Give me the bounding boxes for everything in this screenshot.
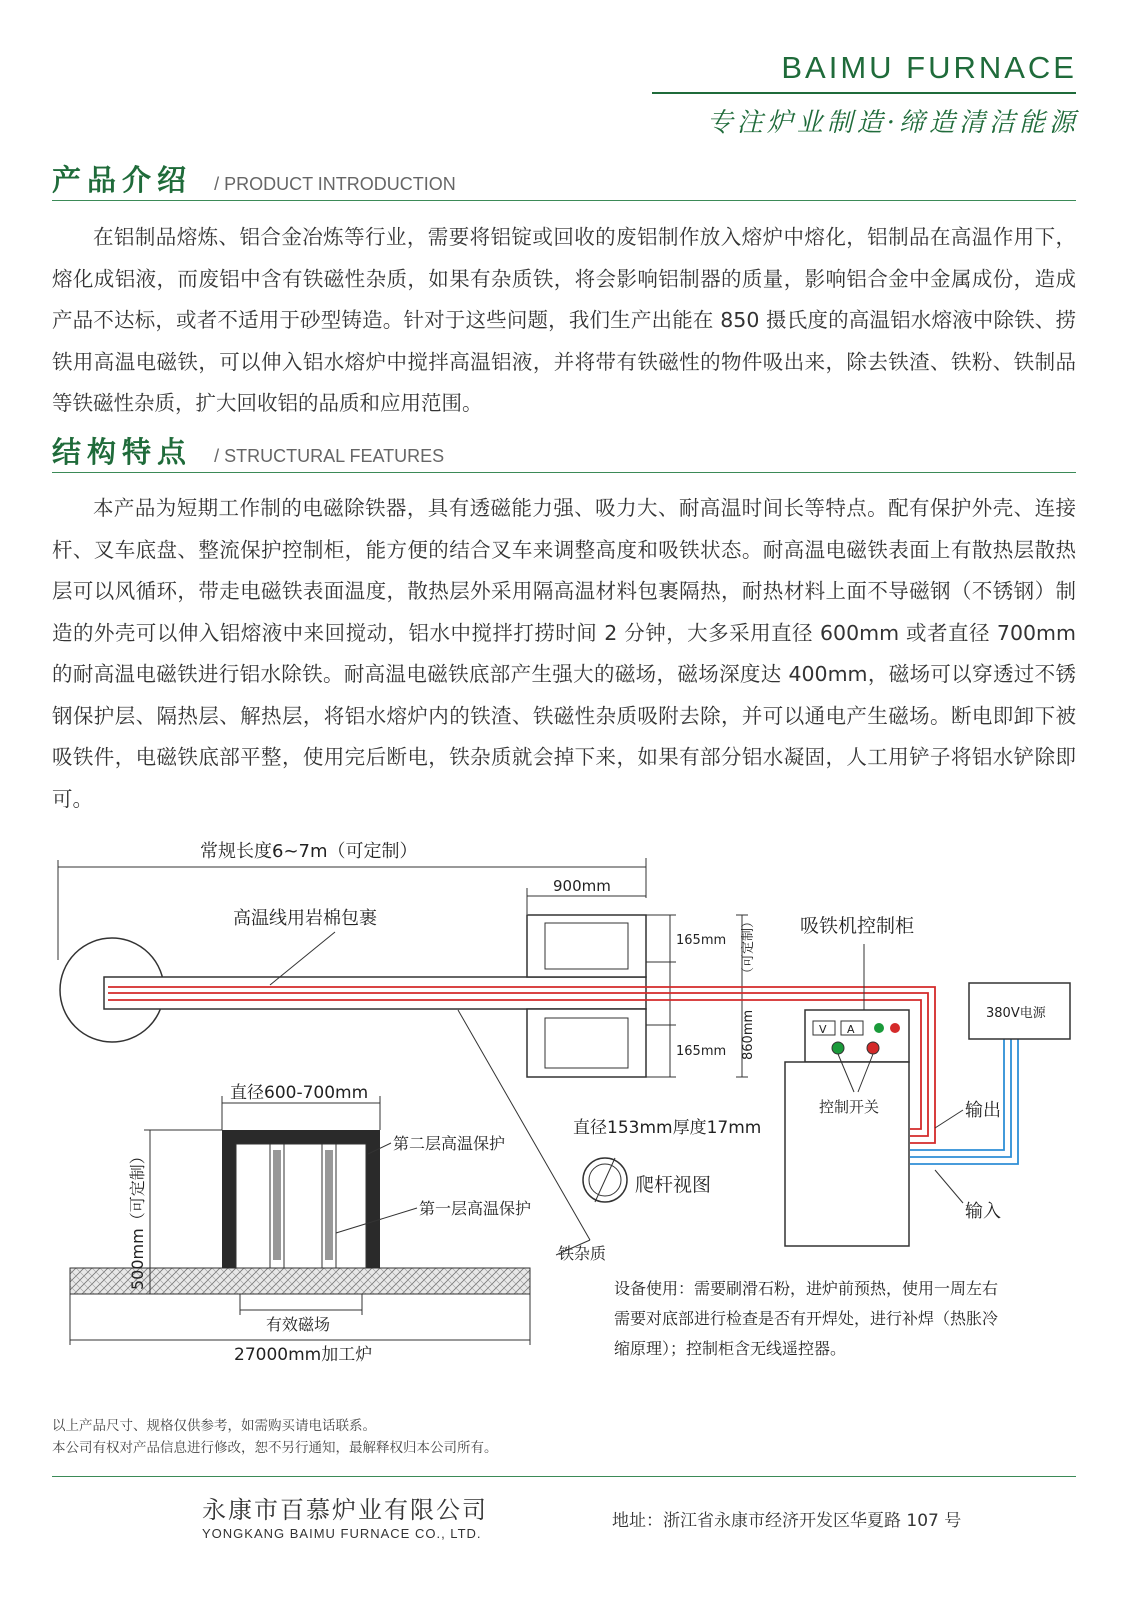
effective-field-label: 有效磁场 <box>266 1315 331 1334</box>
footer-notes <box>52 1415 498 1459</box>
section-title-intro <box>52 158 456 199</box>
height-label: 500mm（可定制） <box>128 1148 147 1290</box>
section-divider-intro <box>52 200 1076 201</box>
section-title-intro-en: / PRODUCT INTRODUCTION <box>214 174 456 194</box>
section-title-features-en: / STRUCTURAL FEATURES <box>214 446 445 466</box>
height-dimensions <box>646 915 756 1077</box>
brand-name: BAIMU FURNACE <box>781 50 1077 85</box>
layer1-label: 第一层高温保护 <box>419 1199 532 1218</box>
cable-label: 高温线用岩棉包裹 <box>233 908 377 929</box>
meter-v: V <box>819 1023 827 1036</box>
rod-spec-label: 直径153mm厚度17mm <box>573 1118 762 1138</box>
output-label: 输出 <box>965 1100 1001 1121</box>
intro-paragraph-block <box>52 217 1076 425</box>
dim-customizable-label: （可定制） <box>741 914 756 980</box>
dim-860-label: 860mm <box>741 1009 756 1060</box>
iron-label: 铁杂质 <box>558 1244 607 1263</box>
section-divider-features <box>52 472 1076 473</box>
usage-line-2: 需要对底部进行检查是否有开焊处，进行补焊（热胀冷 <box>614 1309 999 1328</box>
intro-paragraph: 在铝制品熔炼、铝合金冶炼等行业，需要将铝锭或回收的废铝制作放入熔炉中熔化，铝制品在高温作用下，熔化成铝液，而废铝中含有铁磁性杂质，如果有杂质铁，将会影响铝制器的质量，影响铝合金中金属成份，造成产品不达标，或者不适用于砂型铸造。针对于这些问题，我们生产出能在 850 摄氏度的高温铝水熔液中除铁、捞铁用高温电磁铁，可以伸入铝水熔炉中搅拌高温铝液，并将带有铁磁性的物件吸出来，除去铁渣、铁粉、铁制品等铁磁性杂质，扩大回收铝的品质和应用范围。 <box>52 225 1076 415</box>
control-switch-label: 控制开关 <box>819 1098 880 1116</box>
section-title-intro-cn: 产品介绍 <box>52 163 193 197</box>
dim-165-top: 165mm <box>676 933 727 948</box>
usage-line-1: 设备使用：需要刷滑石粉，进炉前预热，使用一周左右 <box>614 1279 999 1298</box>
width-900-label: 900mm <box>553 877 611 895</box>
footer-note-2: 本公司有权对产品信息进行修改，恕不另行通知，最解释权归本公司所有。 <box>52 1440 498 1456</box>
output-leader <box>935 1110 963 1128</box>
control-cabinet <box>785 1010 909 1246</box>
input-label: 输入 <box>965 1201 1001 1222</box>
dim-165-bottom: 165mm <box>676 1044 727 1059</box>
rod-view-label: 爬杆视图 <box>635 1174 712 1196</box>
width-dimension <box>527 877 646 914</box>
electromagnet-diagram <box>0 840 1131 1380</box>
meter-a: A <box>847 1023 855 1036</box>
power-label: 380V电源 <box>986 1006 1046 1021</box>
furnace-label: 27000mm加工炉 <box>234 1345 373 1365</box>
features-paragraph: 本产品为短期工作制的电磁除铁器，具有透磁能力强、吸力大、耐高温时间长等特点。配有保护外壳、连接杆、叉车底盘、整流保护控制柜，能方便的结合叉车来调整高度和吸铁状态。耐高温电磁铁表面上有散热层散热层可以风循环，带走电磁铁表面温度，散热层外采用隔高温材料包裹隔热，耐热材料上面不导磁钢（不锈钢）制造的外壳可以伸入铝熔液中来回搅动，铝水中搅拌打捞时间 2 分钟，大多采用直径 600mm 或者直径 700mm 的耐高温电磁铁进行铝水除铁。耐高温电磁铁底部产生强大的磁场，磁场深度达 400mm，磁场可以穿透过不锈钢保护层、隔热层、解热层，将铝水熔炉内的铁渣、铁磁性杂质吸附去除，并可以通电产生磁场。断电即卸下被吸铁件，电磁铁底部平整，使用完后断电，铁杂质就会掉下来，如果有部分铝水凝固，人工用铲子将铝水铲除即可。 <box>52 496 1076 811</box>
diameter-label: 直径600-700mm <box>230 1083 369 1103</box>
company-name-en: YONGKANG BAIMU FURNACE CO., LTD. <box>202 1526 482 1541</box>
features-paragraph-block <box>52 488 1076 820</box>
footer-divider <box>52 1476 1076 1477</box>
section-title-features <box>52 430 444 471</box>
section-title-features-cn: 结构特点 <box>52 435 193 469</box>
company-address: 地址：浙江省永康市经济开发区华夏路 107 号 <box>612 1511 962 1531</box>
input-leader <box>935 1170 963 1203</box>
company-name-cn: 永康市百慕炉业有限公司 <box>202 1496 488 1524</box>
cabinet-label: 吸铁机控制柜 <box>800 915 915 937</box>
footer-note-1: 以上产品尺寸、规格仅供参考，如需购买请电话联系。 <box>52 1418 376 1434</box>
length-label: 常规长度6~7m（可定制） <box>200 841 418 862</box>
brand-slogan: 专注炉业制造·缔造清洁能源 <box>706 108 1079 138</box>
usage-line-3: 缩原理）；控制柜含无线遥控器。 <box>614 1339 847 1358</box>
brand-divider <box>652 92 1076 94</box>
layer2-label: 第二层高温保护 <box>393 1134 506 1153</box>
